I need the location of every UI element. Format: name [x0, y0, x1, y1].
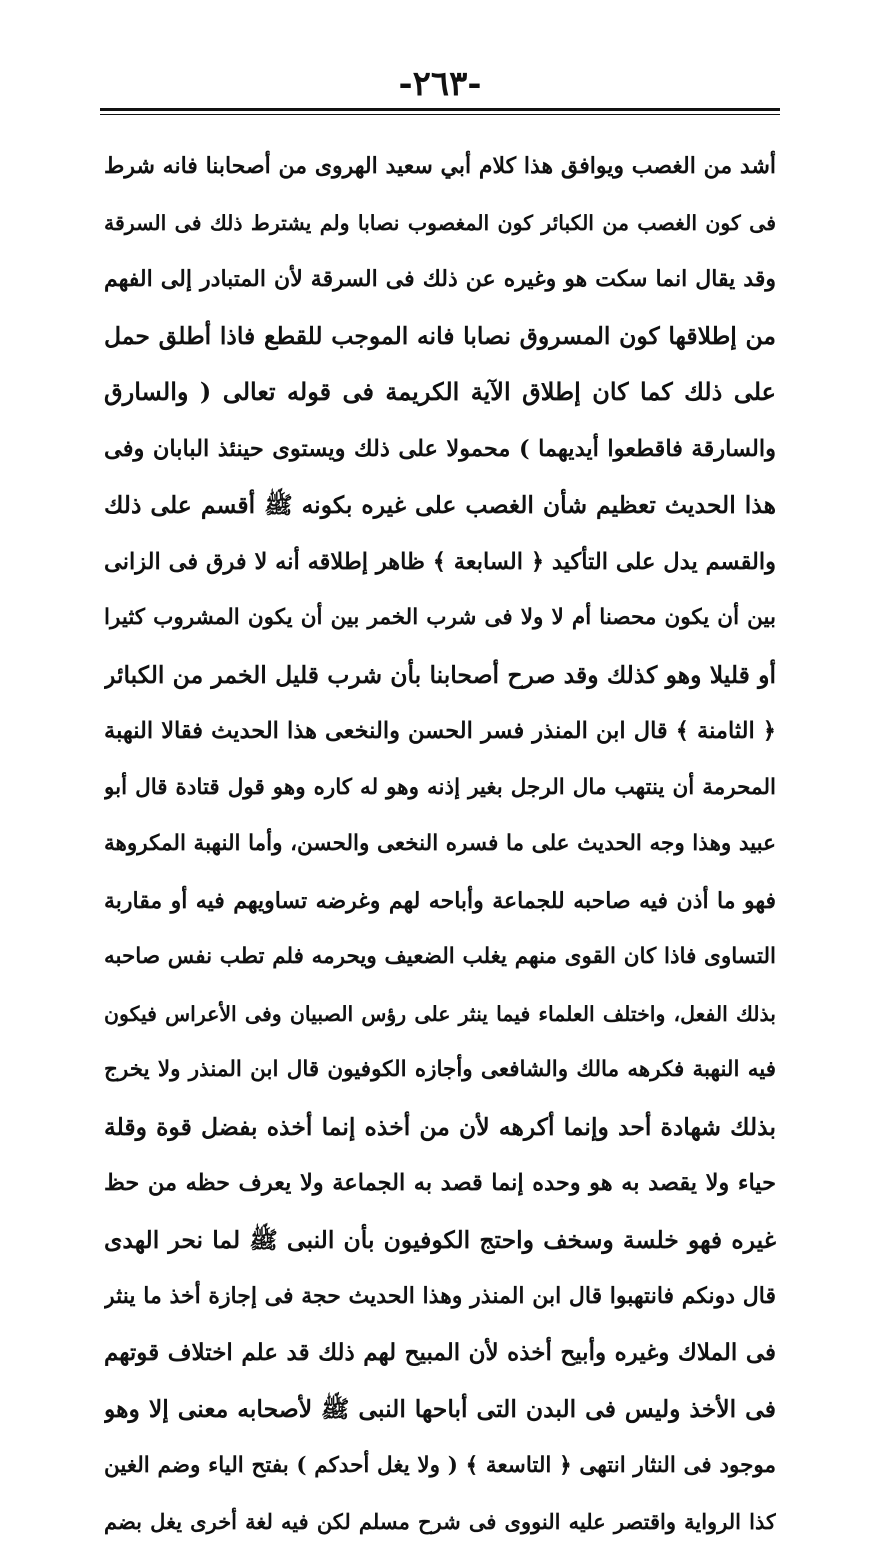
text-line: فهو ما أذن فيه صاحبه للجماعة وأباحه لهم وغرضه تساويهم فيه أو مقاربة: [104, 887, 776, 914]
text-line: فى كون الغصب من الكبائر كون المغصوب نصابا ولم يشترط ذلك فى السرقة: [104, 210, 776, 235]
text-line: التساوى فاذا كان القوى منهم يغلب الضعيف ويحرمه فلم تطب نفس صاحبه: [104, 944, 776, 969]
text-line: ﴿ الثامنة ﴾ قال ابن المنذر فسر الحسن والنخعى هذا الحديث فقالا النهبة: [104, 718, 776, 744]
text-line: موجود فى النثار انتهى ﴿ التاسعة ﴾ ( ولا يغل أحدكم ) بفتح الياء وضم الغين: [104, 1452, 776, 1478]
text-line: غيره فهو خلسة وسخف واحتج الكوفيون بأن النبى ﷺ لما نحر الهدى: [104, 1225, 776, 1254]
text-line: هذا الحديث تعظيم شأن الغصب على غيره بكونه ﷺ أقسم على ذلك: [104, 491, 776, 519]
text-line: عبيد وهذا وجه الحديث على ما فسره النخعى والحسن، وأما النهبة المكروهة: [104, 831, 776, 856]
text-line: أشد من الغصب ويوافق هذا كلام أبي سعيد الهروى من أصحابنا فانه شرط: [104, 153, 776, 179]
text-line: حياء ولا يقصد به هو وحده إنما قصد به الجماعة ولا يعرف حظه من حظ: [104, 1170, 776, 1196]
text-line: والقسم يدل على التأكيد ﴿ السابعة ﴾ ظاهر إطلاقه أنه لا فرق فى الزانى: [104, 548, 776, 575]
text-line: والسارقة فاقطعوا أيديهما ) محمولا على ذلك ويستوى حينئذ البابان وفى: [104, 435, 776, 462]
text-line: بذلك شهادة أحد وإنما أكرهه لأن من أخذه إنما أخذه بفضل قوة وقلة: [104, 1112, 776, 1141]
page-number: -٢٦٣-: [398, 64, 482, 104]
text-line: بين أن يكون محصنا أم لا ولا فى شرب الخمر بين أن يكون المشروب كثيرا: [104, 605, 776, 630]
text-line: من إطلاقها كون المسروق نصابا فانه الموجب للقطع فاذا أطلق حمل: [104, 321, 776, 350]
text-line: المحرمة أن ينتهب مال الرجل بغير إذنه وهو له كاره وهو قول قتادة قال أبو: [104, 774, 776, 800]
text-line: فى الملاك وغيره وأبيح أخذه لأن المبيح لهم ذلك قد علم اختلاف قوتهم: [104, 1338, 776, 1366]
header-rule-thin: [100, 114, 780, 115]
header-rule: [100, 108, 780, 111]
text-line: بذلك الفعل، واختلف العلماء فيما ينثر على رؤس الصبيان وفى الأعراس فيكون: [104, 1001, 776, 1026]
text-line: فى الأخذ وليس فى البدن التى أباحها النبى ﷺ لأصحابه معنى إلا وهو: [104, 1395, 776, 1423]
text-line: على ذلك كما كان إطلاق الآية الكريمة فى قوله تعالى ( والسارق: [104, 377, 776, 406]
text-line: أو قليلا وهو كذلك وقد صرح أصحابنا بأن شرب قليل الخمر من الكبائر: [104, 660, 776, 689]
text-line: فيه النهبة فكرهه مالك والشافعى وأجازه الكوفيون قال ابن المنذر ولا يخرج: [104, 1057, 776, 1082]
text-line: كذا الرواية واقتصر عليه النووى فى شرح مسلم لكن فيه لغة أخرى يغل بضم: [104, 1509, 776, 1534]
text-line: قال دونكم فانتهبوا قال ابن المنذر وهذا الحديث حجة فى إجازة أخذ ما ينثر: [104, 1283, 776, 1309]
text-line: وقد يقال انما سكت هو وغيره عن ذلك فى السرقة لأن المتبادر إلى الفهم: [104, 266, 776, 292]
body-text: [104, 138, 776, 1551]
